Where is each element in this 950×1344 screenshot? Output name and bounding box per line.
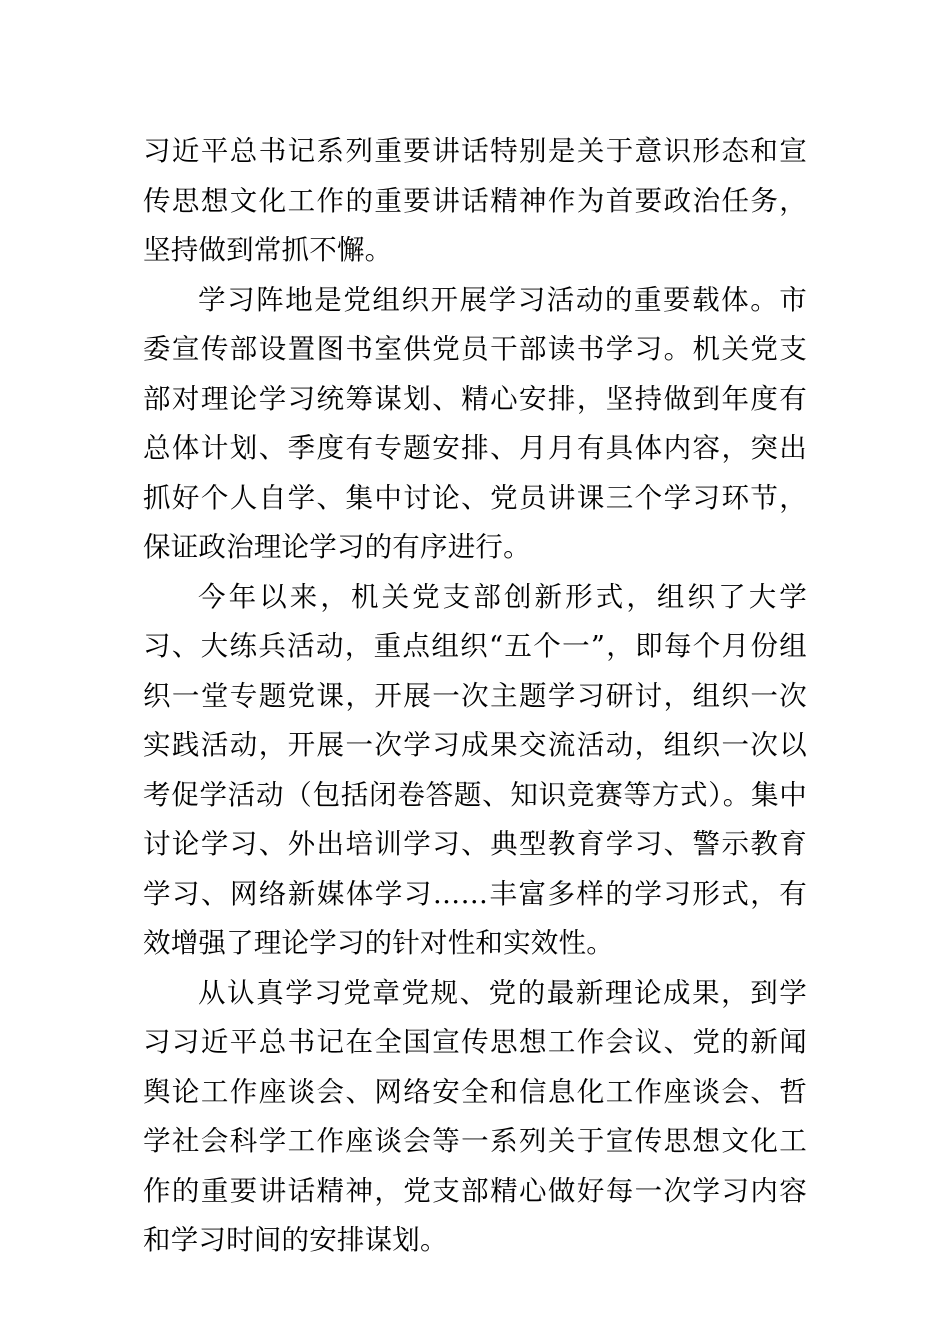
- paragraph-learning-position: 学习阵地是党组织开展学习活动的重要载体。市委宣传部设置图书室供党员干部读书学习。机关党支部对理论学习统筹谋划、精心安排，坚持做到年度有总体计划、季度有专题安排、月月有具体内容，突出抓好个人自学、集中讨论、党员讲课三个学习环节，保证政治理论学习的有序进行。: [143, 283, 807, 563]
- paragraph-this-year: 今年以来，机关党支部创新形式，组织了大学习、大练兵活动，重点组织“五个一”，即每个月份组织一堂专题党课，开展一次主题学习研讨，组织一次实践活动，开展一次学习成果交流活动，组织一次以考促学活动（包括闭卷答题、知识竞赛等方式）。集中讨论学习、外出培训学习、典型教育学习、警示教育学习、网络新媒体学习……丰富多样的学习形式，有效增强了理论学习的针对性和实效性。: [143, 580, 807, 959]
- paragraph-continued: 习近平总书记系列重要讲话特别是关于意识形态和宣传思想文化工作的重要讲话精神作为首要政治任务，坚持做到常抓不懈。: [143, 135, 807, 266]
- paragraph-study-arrangement: 从认真学习党章党规、党的最新理论成果，到学习习近平总书记在全国宣传思想工作会议、党的新闻舆论工作座谈会、网络安全和信息化工作座谈会、哲学社会科学工作座谈会等一系列关于宣传思想文化工作的重要讲话精神，党支部精心做好每一次学习内容和学习时间的安排谋划。: [143, 976, 807, 1256]
- document-body: [143, 127, 807, 1266]
